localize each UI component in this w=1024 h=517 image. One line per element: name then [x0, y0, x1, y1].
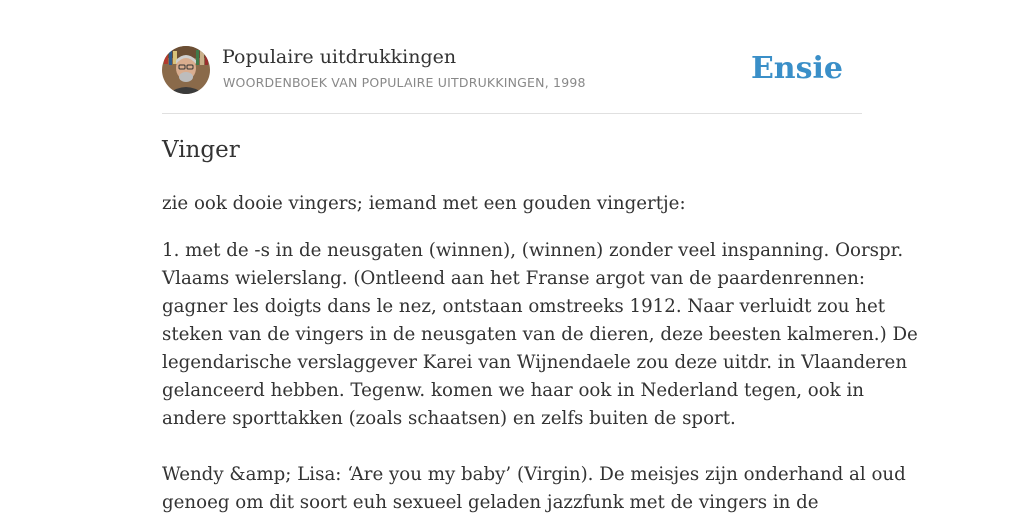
paragraph-line: andere sporttakken (zoals schaatsen) en zelfs buiten de sport. — [162, 408, 736, 429]
author-portrait-icon — [162, 46, 210, 94]
entry-title: Vinger — [162, 137, 240, 163]
entry-intro-text: zie ook dooie vingers; iemand met een gouden vingertje: — [162, 193, 686, 214]
author-name[interactable]: Populaire uitdrukkingen — [222, 46, 457, 68]
paragraph-line: gagner les doigts dans le nez, ontstaan omstreeks 1912. Naar verluidt zou het — [162, 296, 886, 317]
paragraph-line: gelanceerd hebben. Tegenw. komen we haar ook in Nederland tegen, ook in — [162, 380, 865, 401]
paragraph-line: Wendy &amp; Lisa: ‘Are you my baby’ (Virgin). De meisjes zijn onderhand al oud — [162, 464, 906, 485]
entry-paragraph-1 — [162, 237, 918, 433]
entry-intro — [162, 190, 862, 218]
paragraph-line: Vlaams wielerslang. (Ontleend aan het Franse argot van de paardenrennen: — [162, 268, 865, 289]
paragraph-line: steken van de vingers in de neusgaten van de dieren, deze beesten kalmeren.) De — [162, 324, 918, 345]
entry-header — [162, 46, 862, 96]
header-divider — [162, 113, 862, 114]
paragraph-line: genoeg om dit soort euh sexueel geladen jazzfunk met de vingers in de — [162, 492, 819, 513]
brand-logo[interactable]: Ensie — [750, 51, 843, 86]
entry-paragraph-2 — [162, 461, 906, 517]
paragraph-line: legendarische verslaggever Karei van Wijnendaele zou deze uitdr. in Vlaanderen — [162, 352, 908, 373]
paragraph-line: 1. met de -s in de neusgaten (winnen), (winnen) zonder veel inspanning. Oorspr. — [162, 240, 904, 261]
author-source: WOORDENBOEK VAN POPULAIRE UITDRUKKINGEN, 1998 — [223, 75, 586, 90]
author-avatar[interactable] — [162, 46, 210, 94]
